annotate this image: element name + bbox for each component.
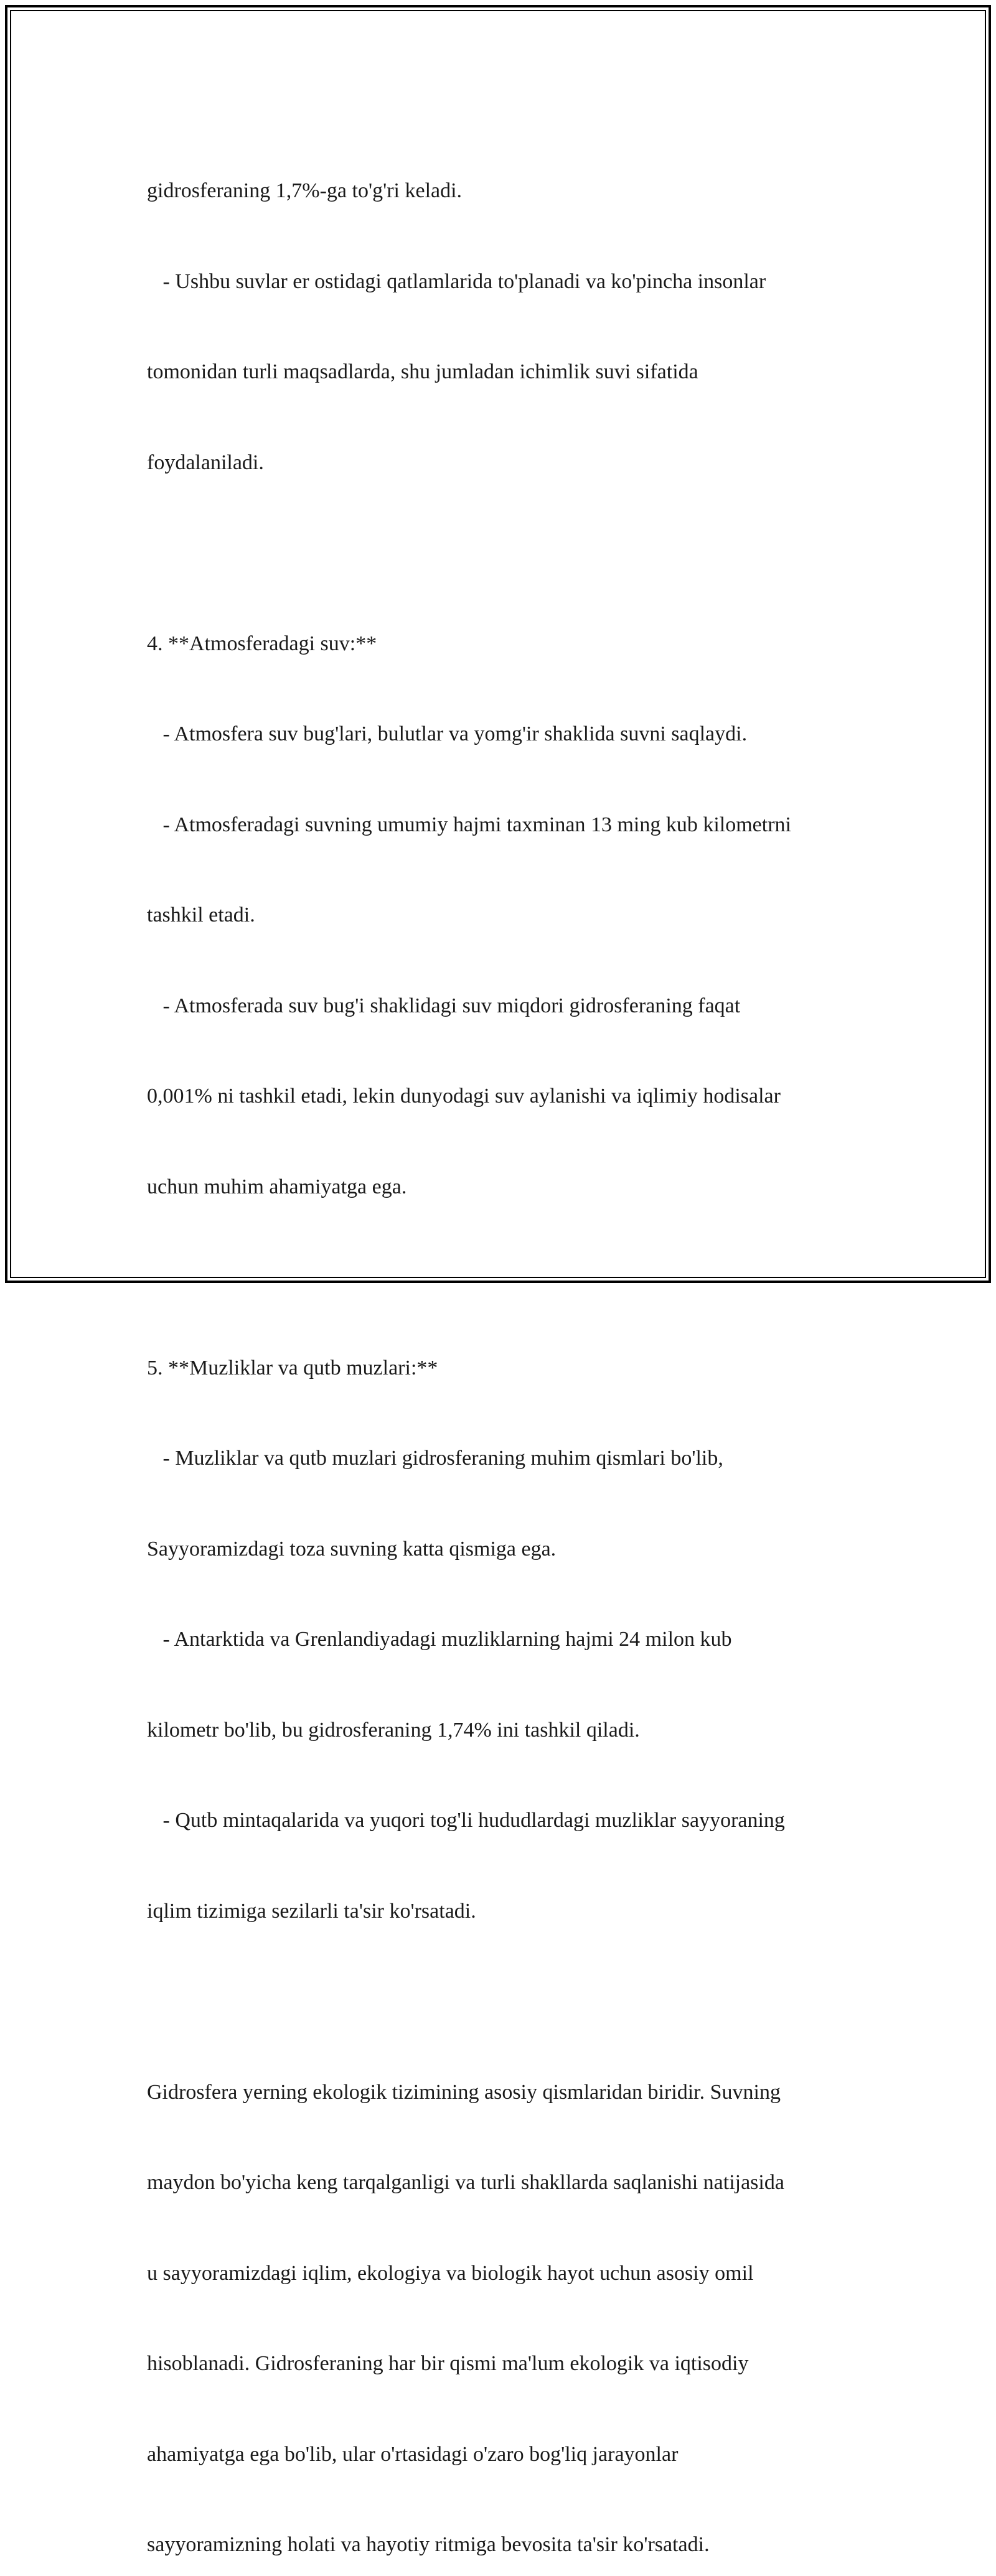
text-line: tomonidan turli maqsadlarda, shu jumladan ichimlik suvi sifatida: [147, 360, 698, 383]
list-item-line: - Atmosferada suv bug'i shaklidagi suv miqdori gidrosferaning faqat: [147, 994, 741, 1017]
text-line: gidrosferaning 1,7%-ga to'g'ri keladi.: [147, 179, 463, 202]
text-line: uchun muhim ahamiyatga ega.: [147, 1175, 407, 1198]
text-line: kilometr bo'lib, bu gidrosferaning 1,74% ini tashkil qiladi.: [147, 1718, 640, 1742]
text-line: iqlim tizimiga sezilarli ta'sir ko'rsatadi.: [147, 1899, 476, 1923]
conclusion-paragraph-line: ahamiyatga ega bo'lib, ular o'rtasidagi o'zaro bog'liq jarayonlar: [147, 2442, 679, 2466]
conclusion-paragraph-line: hisoblanadi. Gidrosferaning har bir qismi ma'lum ekologik va iqtisodiy: [147, 2352, 749, 2375]
blank-line: [147, 538, 850, 569]
text-line: foydalaniladi.: [147, 450, 264, 474]
text-line: 0,001% ni tashkil etadi, lekin dunyodagi suv aylanishi va iqlimiy hodisalar: [147, 1085, 781, 1108]
text-line: tashkil etadi.: [147, 903, 255, 926]
conclusion-paragraph-line: sayyoramizning holati va hayotiy ritmiga bevosita ta'sir ko'rsatadi.: [147, 2533, 710, 2556]
list-item-line: - Atmosfera suv bug'lari, bulutlar va yomg'ir shaklida suvni saqlaydi.: [147, 722, 748, 745]
blank-line: [147, 1987, 850, 2017]
list-item-line: - Ushbu suvlar er ostidagi qatlamlarida to'planadi va ko'pincha insonlar: [147, 269, 766, 293]
list-item-line: - Qutb mintaqalarida va yuqori tog'li hududlardagi muzliklar sayyoraning: [147, 1809, 785, 1832]
conclusion-paragraph-line: maydon bo'yicha keng tarqalganligi va turli shakllarda saqlanishi natijasida: [147, 2171, 784, 2194]
conclusion-paragraph-line: Gidrosfera yerning ekologik tizimining asosiy qismlaridan biridir. Suvning: [147, 2080, 781, 2104]
text-line: Sayyoramizdagi toza suvning katta qismiga ega.: [147, 1537, 557, 1561]
document-body: [147, 116, 850, 2576]
list-item-line: - Atmosferadagi suvning umumiy hajmi taxminan 13 ming kub kilometrni: [147, 813, 791, 836]
list-item-line: - Muzliklar va qutb muzlari gidrosferaning muhim qismlari bo'lib,: [147, 1447, 723, 1470]
conclusion-paragraph-line: u sayyoramizdagi iqlim, ekologiya va biologik hayot uchun asosiy omil: [147, 2261, 754, 2285]
section-heading-atmosphere: 4. **Atmosferadagi suv:**: [147, 632, 377, 655]
blank-line: [147, 1262, 850, 1293]
list-item-line: - Antarktida va Grenlandiyadagi muzliklarning hajmi 24 milon kub: [147, 1628, 732, 1651]
section-heading-glaciers: 5. **Muzliklar va qutb muzlari:**: [147, 1356, 438, 1379]
